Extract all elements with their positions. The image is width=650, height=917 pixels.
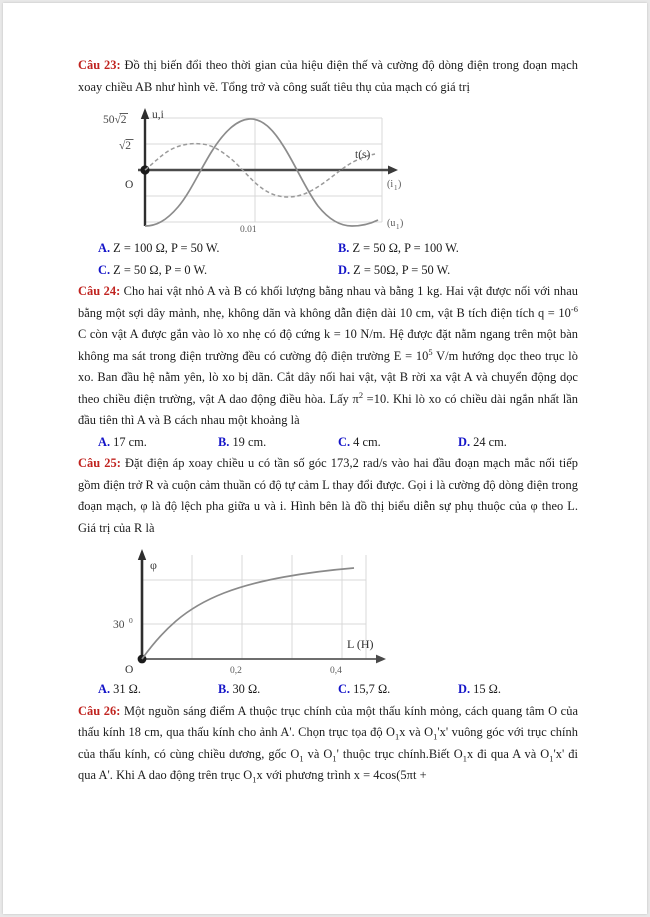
figure-ui-vs-t bbox=[100, 104, 410, 234]
question-26-body-1: Một nguồn sáng điểm A thuộc trục chính của một thấu kính mỏng, cách quang tâm O của thấu kính 18 cm, qua thấu kính cho ảnh A'. Chọn trục tọa độ O bbox=[78, 703, 578, 739]
question-24-sup-1: -6 bbox=[570, 303, 578, 314]
y-axis-arrow-2 bbox=[138, 549, 146, 560]
question-23-text bbox=[78, 55, 578, 98]
y-tick-root2: √2 bbox=[119, 140, 132, 152]
question-24-text bbox=[78, 281, 578, 432]
question-26-body-3: 'x' vuông góc với trục chính của thấu kính, có cùng chiều dương, gốc O bbox=[78, 725, 578, 761]
answer-23-b-text: Z = 50 Ω, P = 100 W. bbox=[352, 241, 459, 255]
answer-24-c-text: 4 cm. bbox=[353, 434, 381, 449]
answer-25-b-letter: B. bbox=[218, 682, 230, 696]
answer-24-a[interactable] bbox=[98, 432, 218, 454]
question-24-body-1: Cho hai vật nhỏ A và B có khối lượng bằng nhau và bằng 1 kg. Hai vật được nối với nhau bằng một sợi dây mảnh, nhẹ, không dãn và không dẫn điện dài 10 cm, vật B tích điện tích q = 10 bbox=[78, 284, 578, 320]
question-26-body-7: 'x' đi qua A'. Khi A dao động trên trục O bbox=[78, 746, 579, 782]
answer-25-a-letter: A. bbox=[98, 682, 111, 696]
question-23-body: Đồ thị biến đổi theo thời gian của hiệu điện thế và cường độ dòng điện trong đoạn mạch xoay chiều AB như hình vẽ. Tổng trở và công suất tiêu thụ của mạch có giá trị bbox=[78, 58, 579, 94]
question-25-text bbox=[78, 453, 578, 539]
question-26-number: Câu 26: bbox=[78, 703, 121, 718]
answer-24-d-text: 24 cm. bbox=[473, 434, 507, 449]
x-tick-04: 0,4 bbox=[330, 666, 342, 675]
answer-23-b-letter: B. bbox=[338, 241, 350, 255]
answer-24-b[interactable] bbox=[218, 432, 338, 454]
phi-curve bbox=[142, 568, 354, 659]
question-26-body-4: và O bbox=[303, 746, 333, 761]
question-26-sub-4: 1 bbox=[332, 752, 337, 763]
answer-24-c[interactable] bbox=[338, 432, 458, 454]
answer-24-d[interactable] bbox=[458, 432, 578, 454]
curve-label-u1-sub: 1 bbox=[396, 223, 400, 231]
question-23-answers-row-2 bbox=[78, 260, 578, 282]
curve-label-i1-close: ) bbox=[398, 179, 402, 190]
answer-25-a[interactable] bbox=[98, 679, 218, 701]
answer-23-d[interactable] bbox=[338, 260, 578, 282]
x-axis-arrow-2 bbox=[376, 655, 386, 664]
answer-23-c[interactable] bbox=[98, 260, 338, 282]
question-24-body-2: C còn vật A được gắn vào lò xo nhẹ có độ cứng k = 10 N/m. Hệ được đặt nằm ngang trên một bàn không ma sát trong điện trường đều có cường độ điện trường E = 10 bbox=[78, 327, 578, 363]
curve-label-i1-sub: 1 bbox=[394, 184, 398, 192]
question-26-sub-2: 1 bbox=[433, 731, 438, 742]
x-axis-arrow bbox=[388, 166, 398, 175]
answer-25-c[interactable] bbox=[338, 679, 458, 701]
question-24-answers bbox=[78, 432, 578, 454]
question-26-sub-1: 1 bbox=[395, 731, 400, 742]
answer-25-d[interactable] bbox=[458, 679, 578, 701]
question-24-sup-2: 5 bbox=[428, 346, 433, 357]
y-tick-50root2: 50√2 bbox=[103, 114, 127, 126]
answer-25-d-letter: D. bbox=[458, 682, 471, 696]
answer-24-a-text: 17 cm. bbox=[113, 434, 147, 449]
x-tick-001: 0.01 bbox=[240, 225, 257, 234]
question-26-body-6: x đi qua A và O bbox=[467, 746, 550, 761]
question-26-sub-6: 1 bbox=[549, 752, 554, 763]
voltage-curve bbox=[145, 119, 378, 226]
question-24-sup-3: 2 bbox=[358, 389, 364, 400]
question-25-number: Câu 25: bbox=[78, 456, 121, 470]
curve-label-i1: (i bbox=[387, 179, 394, 190]
answer-24-a-letter: A. bbox=[98, 434, 111, 449]
question-26-text bbox=[78, 701, 578, 787]
answer-25-d-text: 15 Ω. bbox=[473, 682, 501, 696]
answer-23-a-letter: A. bbox=[98, 241, 111, 255]
y-tick-30deg-symbol: 0 bbox=[129, 616, 133, 625]
document-page bbox=[3, 3, 647, 914]
answer-24-c-letter: C. bbox=[338, 434, 351, 449]
answer-23-a-text: Z = 100 Ω, P = 50 W. bbox=[113, 241, 220, 255]
answer-23-c-letter: C. bbox=[98, 262, 111, 277]
origin-label: O bbox=[125, 179, 134, 191]
question-25-answers bbox=[78, 679, 578, 701]
answer-25-c-text: 15,7 Ω. bbox=[353, 682, 391, 696]
answer-25-c-letter: C. bbox=[338, 682, 351, 696]
question-24-number: Câu 24: bbox=[78, 284, 121, 298]
answer-25-a-text: 31 Ω. bbox=[113, 682, 141, 696]
figure-phi-vs-L bbox=[104, 547, 424, 675]
question-26-sub-3: 1 bbox=[299, 752, 304, 763]
y-tick-30deg: 30 bbox=[113, 619, 125, 631]
figure-ui-vs-t-svg bbox=[100, 104, 410, 234]
document-content bbox=[78, 55, 578, 787]
answer-24-b-letter: B. bbox=[218, 434, 230, 449]
x-axis-label-2: L (H) bbox=[347, 637, 374, 651]
x-axis-label: t(s) bbox=[355, 149, 371, 161]
answer-25-b[interactable] bbox=[218, 679, 338, 701]
answer-23-d-text: Z = 50Ω, P = 50 W. bbox=[353, 262, 451, 277]
y-axis-label-2: φ bbox=[150, 558, 157, 572]
question-26-body-8: x với phương trình x = 4cos(5πt + bbox=[256, 768, 427, 782]
question-26-body-2: x và O bbox=[399, 725, 434, 739]
curve-label-u1: (u bbox=[387, 218, 396, 229]
question-25-body: Đặt điện áp xoay chiều u có tần số góc 173,2 rad/s vào hai đầu đoạn mạch mắc nối tiếp gồm điện trở R và cuộn cảm thuần có độ tự cảm L thay đổi được. Gọi i là cường độ dòng điện trong đoạn mạch, φ là độ lệch pha giữa u và i. Hình bên là đồ thị biểu diễn sự phụ thuộc của φ theo L. Giá trị của R là bbox=[78, 456, 578, 535]
answer-23-b[interactable] bbox=[338, 238, 578, 260]
question-24-body-3: V/m hướng dọc theo trục lò xo. Ban đầu hệ nằm yên, lò xo bị dãn. Cắt dây nối hai vật, vật B rời xa vật A và chuyển động dọc theo chiều điện trường, vật A dao động điều hòa. Lấy π bbox=[78, 348, 578, 406]
x-tick-02: 0,2 bbox=[230, 666, 242, 675]
question-26-sub-5: 1 bbox=[462, 752, 467, 763]
question-26-sub-7: 1 bbox=[252, 774, 257, 785]
question-26-body-5: ' thuộc trục chính.Biết O bbox=[336, 746, 463, 761]
question-24-body-4: =10. Khi lò xo có chiều dài ngắn nhất lần đầu tiên thì A và B cách nhau một khoảng là bbox=[78, 391, 578, 427]
answer-24-d-letter: D. bbox=[458, 434, 471, 449]
answer-23-d-letter: D. bbox=[338, 262, 351, 277]
y-axis-arrow bbox=[141, 108, 149, 119]
y-axis-label: u,i bbox=[152, 109, 164, 121]
figure-phi-vs-L-svg bbox=[104, 547, 424, 675]
question-23-number: Câu 23: bbox=[78, 58, 121, 72]
question-23-answers-row-1 bbox=[78, 238, 578, 260]
answer-25-b-text: 30 Ω. bbox=[232, 682, 261, 696]
answer-23-a[interactable] bbox=[98, 238, 338, 260]
origin-label-2: O bbox=[125, 664, 134, 675]
answer-24-b-text: 19 cm. bbox=[232, 434, 267, 449]
curve-label-u1-close: ) bbox=[400, 218, 404, 229]
answer-23-c-text: Z = 50 Ω, P = 0 W. bbox=[113, 262, 208, 277]
